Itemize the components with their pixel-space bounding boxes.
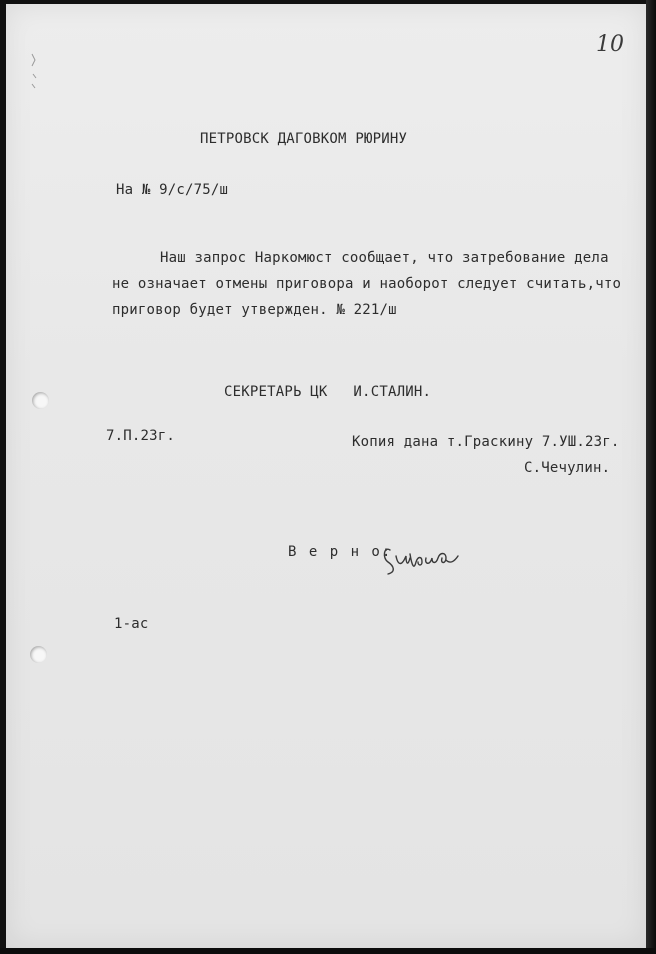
- handwritten-signature: [380, 536, 462, 578]
- body-line-2: не означает отмены приговора и наоборот следует считать,что: [112, 276, 622, 292]
- signatory-line: СЕКРЕТАРЬ ЦК И.СТАЛИН.: [224, 384, 432, 400]
- copy-note: Копия дана т.Граскину 7.УШ.23г.: [352, 434, 620, 450]
- reference-line: На № 9/с/75/ш: [116, 182, 229, 198]
- margin-mark-icon: [30, 52, 38, 92]
- page-number: 10: [596, 32, 624, 57]
- scan-edge-bottom: [0, 948, 656, 954]
- scan-edge-right: [646, 0, 656, 954]
- date-line: 7.П.23г.: [106, 428, 176, 444]
- punch-hole-top: [32, 392, 49, 409]
- punch-hole-bottom: [30, 646, 47, 663]
- body-line-3: приговор будет утвержден. № 221/ш: [112, 302, 397, 318]
- copy-signer: С.Чечулин.: [524, 460, 611, 476]
- verified-label: В е р н о:: [288, 544, 393, 560]
- body-line-1: Наш запрос Наркомюст сообщает, что затребование дела: [160, 250, 609, 266]
- document-page: [6, 4, 646, 948]
- header-line: ПЕТРОВСК ДАГОВКОМ РЮРИНУ: [200, 131, 408, 147]
- footer-code: 1-ас: [114, 616, 149, 632]
